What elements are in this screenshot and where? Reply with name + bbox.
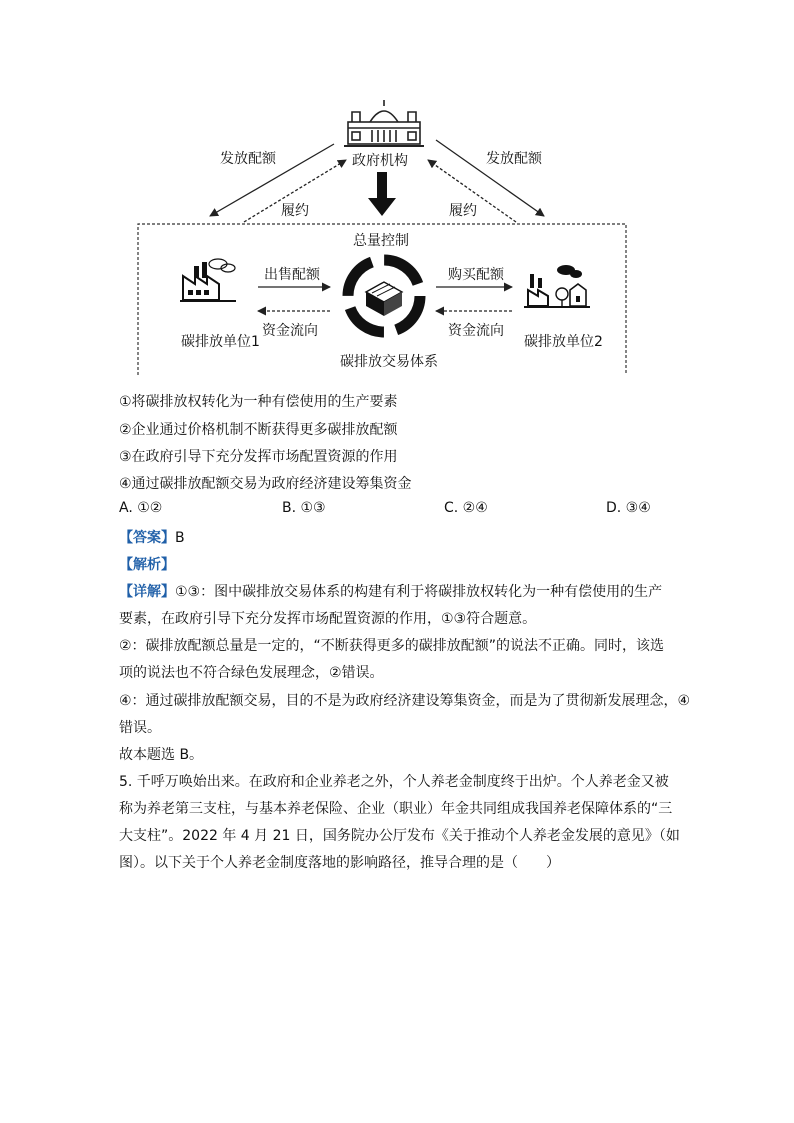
- system-label: 碳排放交易体系: [340, 354, 438, 370]
- detail-tag: 【详解】: [119, 584, 175, 600]
- diagram-graphics: [0, 0, 794, 380]
- buy-quota-label: 购买配额: [448, 267, 504, 283]
- explanation-line-2: 要素，在政府引导下充分发挥市场配置资源的作用，①③符合题意。: [119, 611, 537, 627]
- analysis-line: [119, 554, 175, 574]
- statement-2: ②企业通过价格机制不断获得更多碳排放配额: [119, 422, 398, 438]
- answer-value: B: [175, 530, 185, 546]
- explanation-line-5: ④：通过碳排放配额交易，目的不是为政府经济建设筹集资金，而是为了贯彻新发展理念，④: [119, 693, 691, 709]
- question5-line-1: 5. 千呼万唤始出来。在政府和企业养老之外，个人养老金制度终于出炉。个人养老金又被: [119, 774, 669, 790]
- analysis-tag: 【解析】: [119, 557, 175, 573]
- conclusion-line: 故本题选 B。: [119, 747, 204, 763]
- answer-tag: 【答案】: [119, 530, 175, 546]
- option-c: C. ②④: [444, 500, 488, 516]
- government-building-icon: [344, 100, 424, 146]
- total-control-arrow: [368, 172, 396, 216]
- explanation-line-3: ②：碳排放配额总量是一定的，“不断获得更多的碳排放配额”的说法不正确。同时，该选: [119, 638, 665, 654]
- trading-cycle-icon: [348, 260, 420, 332]
- fulfill-label-right: 履约: [449, 203, 477, 219]
- option-b: B. ①③: [282, 500, 326, 516]
- option-a: A. ①②: [119, 500, 163, 516]
- factory-icon-right: [524, 265, 590, 307]
- statement-1: ①将碳排放权转化为一种有偿使用的生产要素: [119, 394, 398, 410]
- answer-line: [119, 527, 185, 547]
- statement-3: ③在政府引导下充分发挥市场配置资源的作用: [119, 449, 398, 465]
- fulfill-label-left: 履约: [281, 203, 309, 219]
- explanation-text-1: ①③：图中碳排放交易体系的构建有利于将碳排放权转化为一种有偿使用的生产: [175, 584, 663, 600]
- issue-quota-label-left: 发放配额: [220, 151, 276, 167]
- gov-label: 政府机构: [352, 153, 408, 169]
- factory-icon-left: [180, 259, 236, 301]
- question5-line-2: 称为养老第三支柱，与基本养老保险、企业（职业）年金共同组成我国养老保障体系的“三: [119, 801, 673, 817]
- unit1-label: 碳排放单位1: [181, 334, 260, 350]
- explanation-line-4: 项的说法也不符合绿色发展理念，②错误。: [119, 665, 384, 681]
- fund-flow-label-right: 资金流向: [448, 323, 504, 339]
- explanation-line-6: 错误。: [119, 720, 161, 736]
- option-d: D. ③④: [606, 500, 651, 516]
- unit2-label: 碳排放单位2: [524, 334, 603, 350]
- sell-quota-label: 出售配额: [264, 267, 320, 283]
- total-control-label: 总量控制: [353, 233, 409, 249]
- carbon-trading-diagram: [0, 0, 794, 380]
- issue-quota-label-right: 发放配额: [486, 151, 542, 167]
- question5-line-4: 图）。以下关于个人养老金制度落地的影响路径，推导合理的是（ ）: [119, 855, 560, 871]
- explanation-line-1: [119, 581, 662, 601]
- question5-line-3: 大支柱”。2022 年 4 月 21 日，国务院办公厅发布《关于推动个人养老金发展的意见》（如: [119, 828, 680, 844]
- fund-flow-label-left: 资金流向: [262, 323, 318, 339]
- statement-4: ④通过碳排放配额交易为政府经济建设筹集资金: [119, 476, 412, 492]
